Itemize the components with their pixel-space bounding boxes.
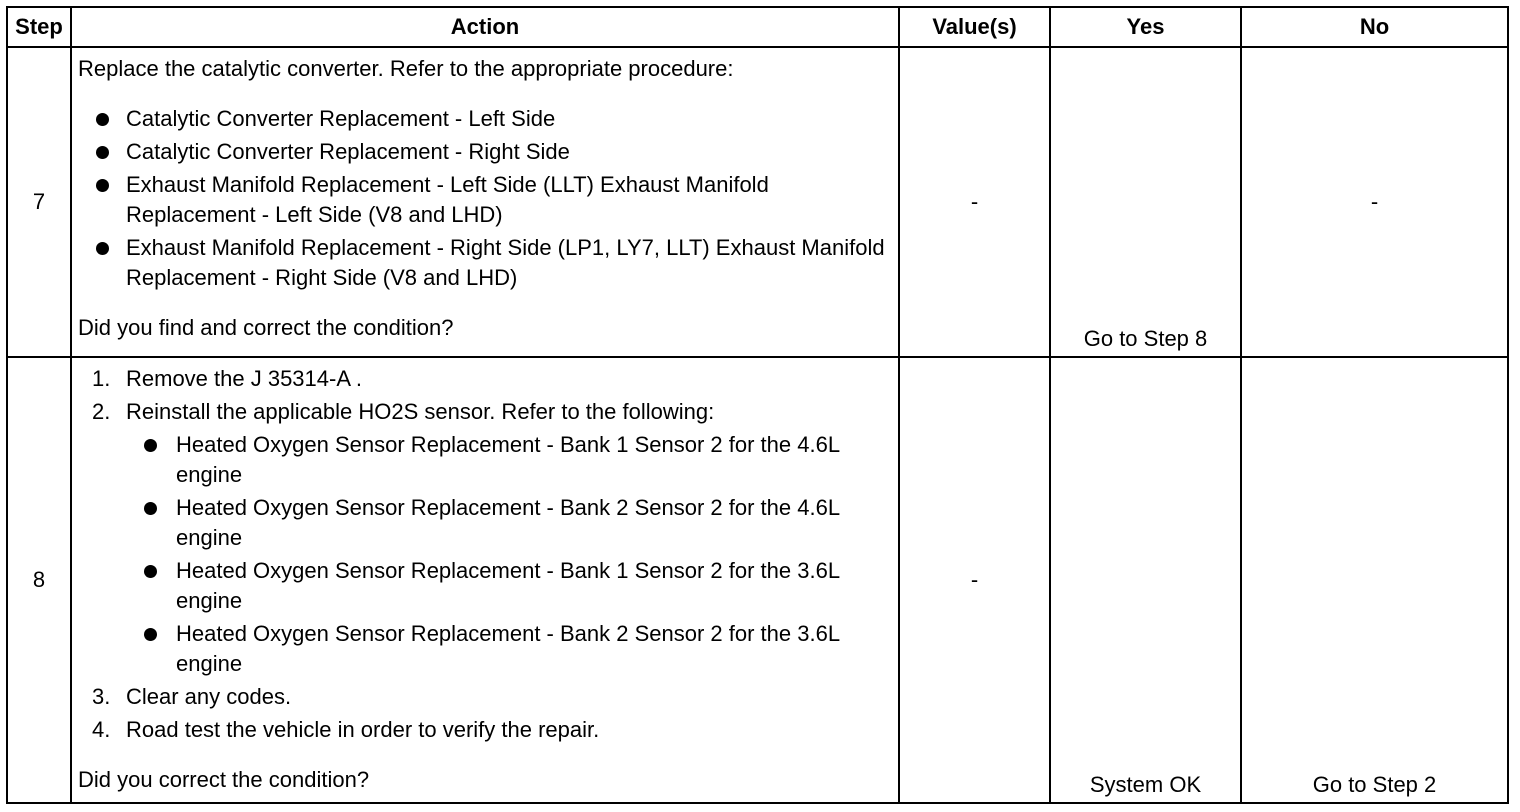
step-num: 2. [92,399,111,424]
no-cell: - [1241,47,1508,357]
yes-cell: Go to Step 8 [1050,47,1241,357]
action-intro: Replace the catalytic converter. Refer to the appropriate procedure: [78,56,734,81]
step-text: Reinstall the applicable HO2S sensor. Refer to the following: [126,399,715,424]
header-action: Action [71,7,899,47]
action-question: Did you correct the condition? [78,767,370,792]
list-item: Heated Oxygen Sensor Replacement - Bank 2 Sensor 2 for the 4.6L engine [126,493,892,553]
table-row-step-7 [7,47,1508,357]
list-item [78,682,892,712]
header-row [7,7,1508,47]
step-text: Clear any codes. [126,684,292,709]
step-text: Road test the vehicle in order to verify the repair. [126,717,600,742]
value-cell: - [899,47,1050,357]
list-item: Heated Oxygen Sensor Replacement - Bank 1 Sensor 2 for the 4.6L engine [126,430,892,490]
table-row-step-8 [7,357,1508,803]
action-cell [71,357,899,803]
step-number: 7 [7,47,71,357]
procedure-list [78,104,892,293]
sensor-procedure-list [126,430,892,679]
yes-cell: System OK [1050,357,1241,803]
list-item [78,364,892,394]
value-cell: - [899,357,1050,803]
header-yes: Yes [1050,7,1241,47]
list-item: Exhaust Manifold Replacement - Left Side (LLT) Exhaust Manifold Replacement - Left Side (V8 and LHD) [78,170,892,230]
list-item [78,715,892,745]
diagnostic-table [6,6,1509,804]
list-item: Heated Oxygen Sensor Replacement - Bank 2 Sensor 2 for the 3.6L engine [126,619,892,679]
list-item [78,397,892,679]
no-cell: Go to Step 2 [1241,357,1508,803]
step-num: 3. [92,684,111,709]
step-num: 1. [92,366,111,391]
header-no: No [1241,7,1508,47]
action-question: Did you find and correct the condition? [78,315,454,340]
step-number: 8 [7,357,71,803]
header-values: Value(s) [899,7,1050,47]
list-item: Exhaust Manifold Replacement - Right Side (LP1, LY7, LLT) Exhaust Manifold Replacement - Right Side (V8 and LHD) [78,233,892,293]
list-item: Heated Oxygen Sensor Replacement - Bank 1 Sensor 2 for the 3.6L engine [126,556,892,616]
action-cell [71,47,899,357]
numbered-steps [78,364,892,745]
header-step: Step [7,7,71,47]
step-num: 4. [92,717,111,742]
step-text: Remove the J 35314-A . [126,366,363,391]
list-item: Catalytic Converter Replacement - Left Side [78,104,892,134]
list-item: Catalytic Converter Replacement - Right Side [78,137,892,167]
